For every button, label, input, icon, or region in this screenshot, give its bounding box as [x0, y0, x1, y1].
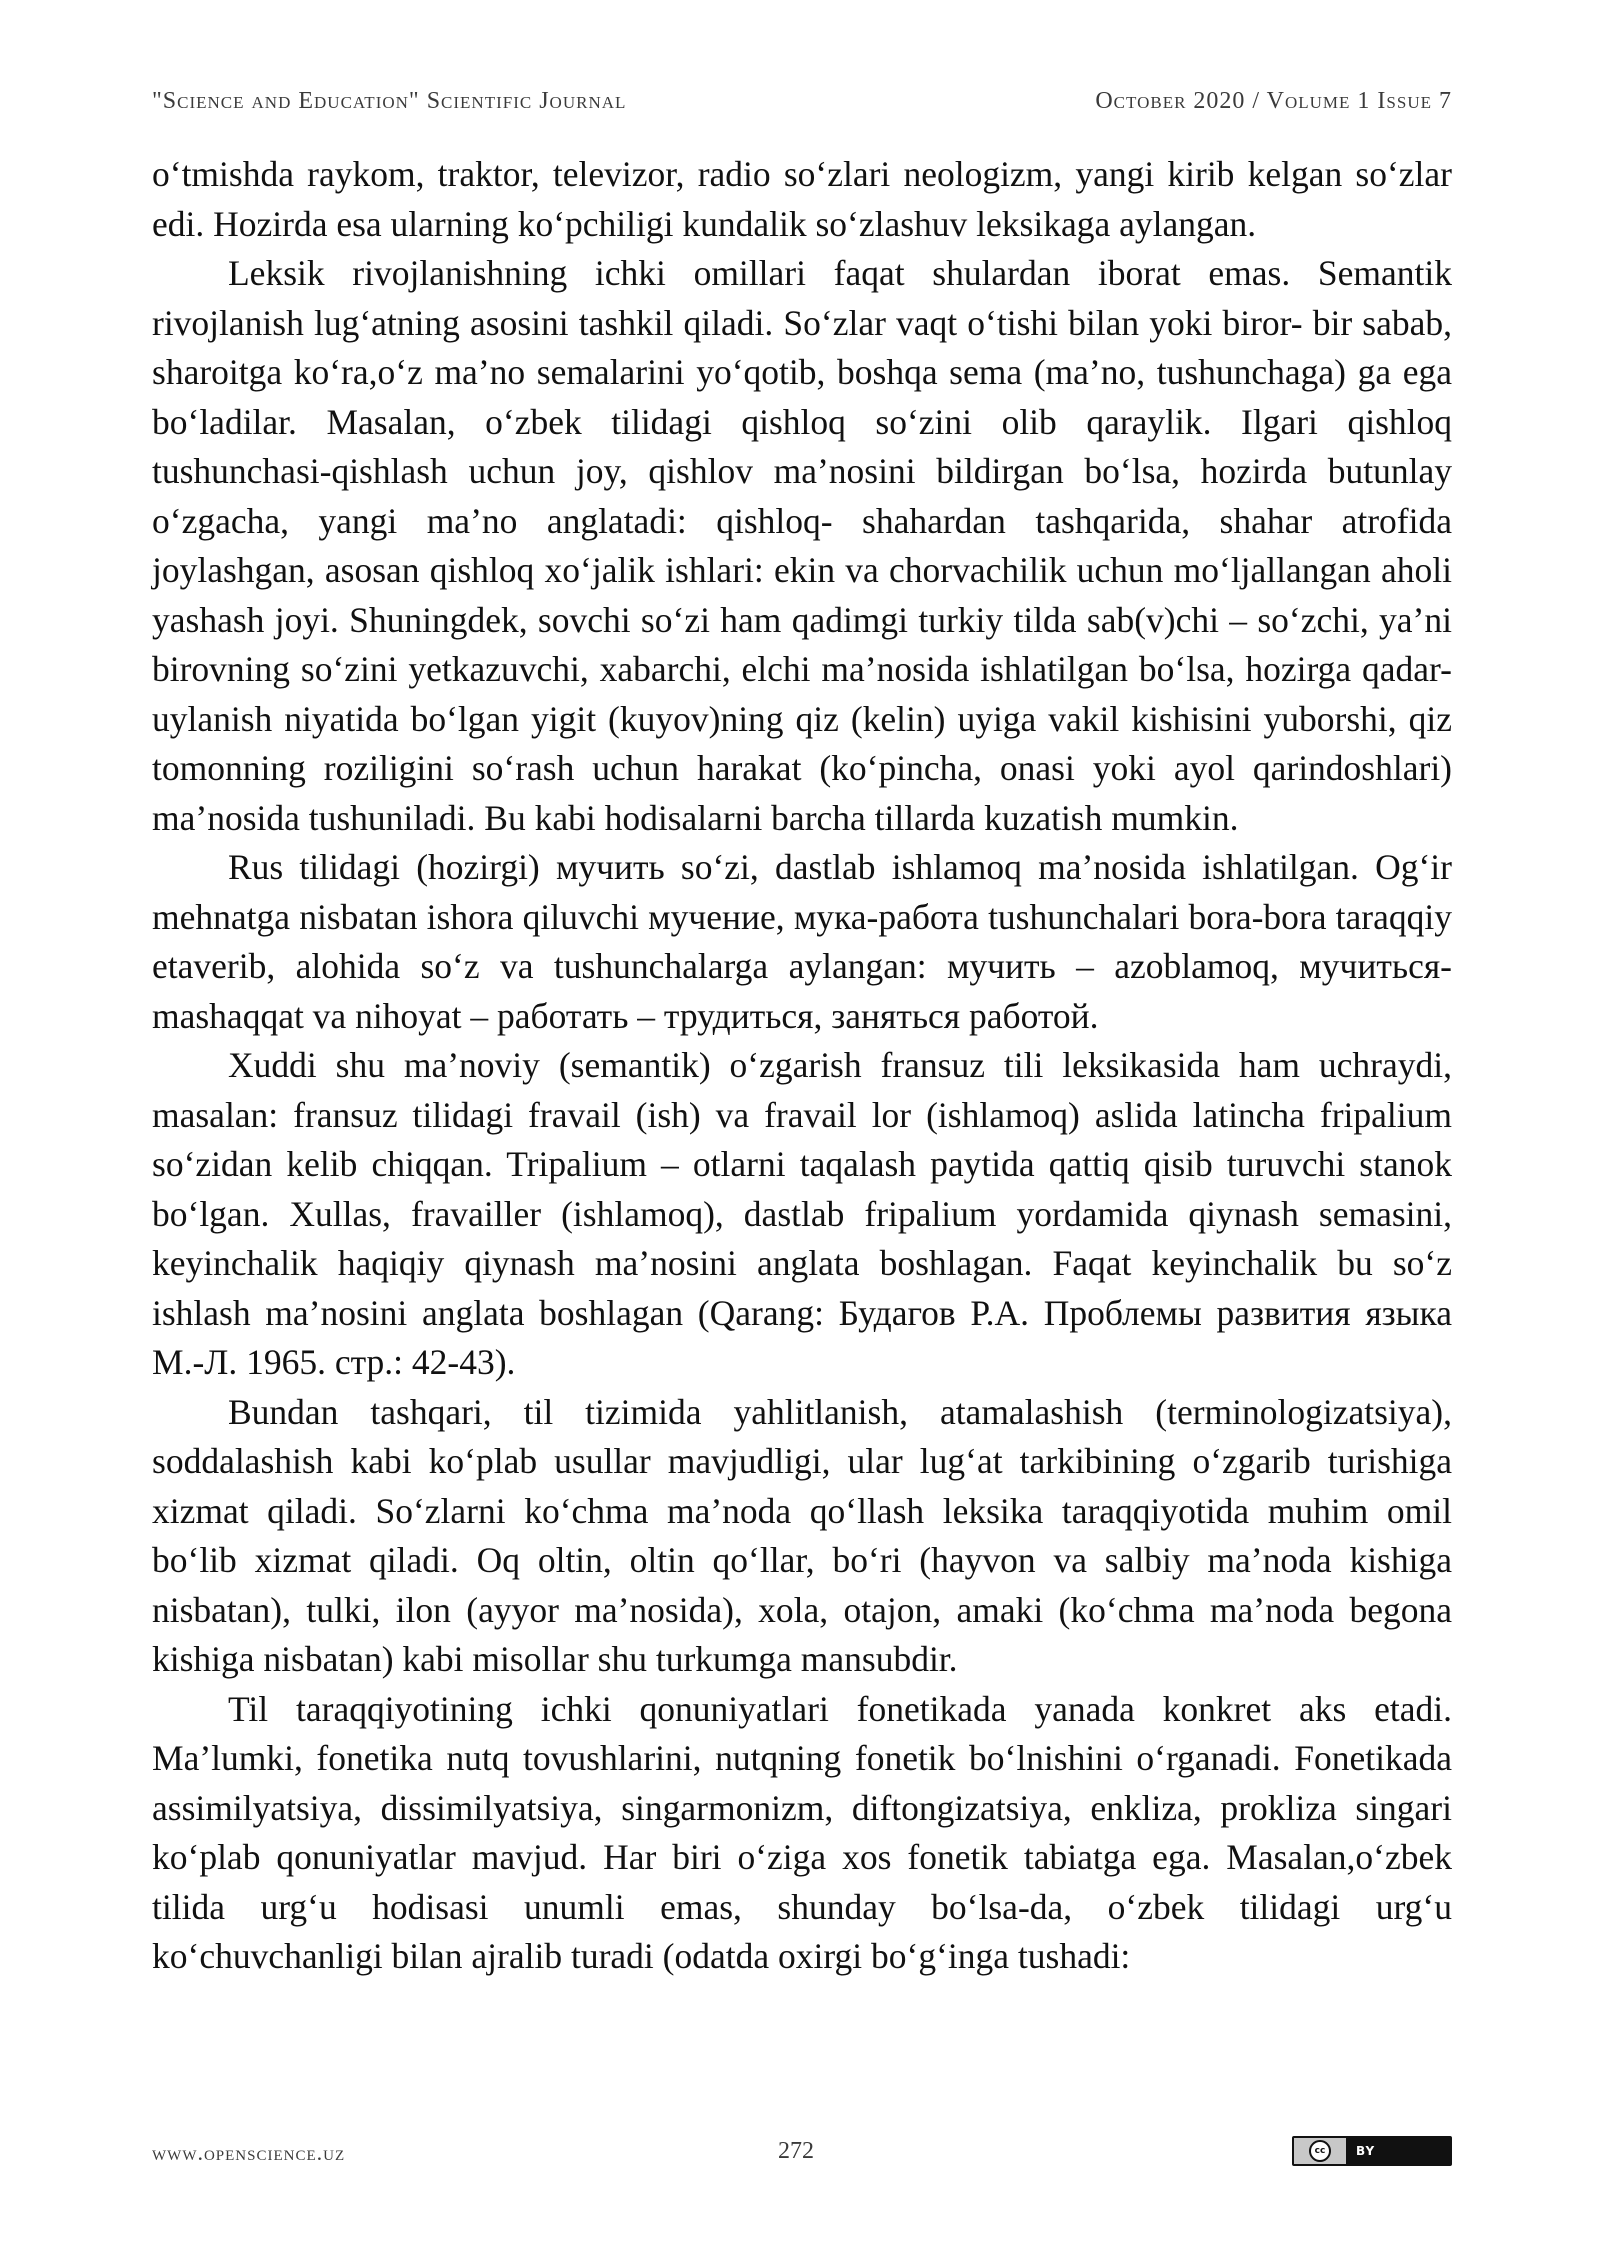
paragraph-3: Rus tilidagi (hozirgi) мучить so‘zi, dastlab ishlamoq ma’nosida ishlatilgan. Og‘ir mehnatga nisbatan ishora qiluvchi мучение, мука-работа tushunchalari bora-bora taraqqiy etaverib, alohida so‘z va tushunchalarga aylangan: мучить – azoblamoq, мучиться- mashaqqat va nihoyat – работать – трудиться, заняться работой. [152, 847, 1452, 1036]
website-link[interactable]: www.openscience.uz [152, 2140, 346, 2165]
paragraph-2: Leksik rivojlanishning ichki omillari faqat shulardan iborat emas. Semantik rivojlanish lug‘atning asosini tashkil qiladi. So‘zlar vaqt o‘tishi bilan yoki biror- bir sabab, sharoitga ko‘ra,o‘z ma’no semalarini yo‘qotib, boshqa sema (ma’no, tushunchaga) ga ega bo‘ladilar. Masalan, o‘zbek tilidagi qishloq so‘zini olib qaraylik. Ilgari qishloq tushunchasi-qishlash uchun joy, qishlov ma’nosini bildirgan bo‘lsa, hozirda butunlay o‘zgacha, yangi ma’no anglatadi: qishloq- shahardan tashqarida, shahar atrofida joylashgan, asosan qishloq xo‘jalik ishlari: ekin va chorvachilik uchun mo‘ljallangan aholi yashash joyi. Shuningdek, sovchi so‘zi ham qadimgi turkiy tilda sab(v)chi – so‘zchi, ya’ni birovning so‘zini yetkazuvchi, xabarchi, elchi ma’nosida ishlatilgan bo‘lsa, hozirga qadar- uylanish niyatida bo‘lgan yigit (kuyov)ning qiz (kelin) uyiga vakil kishisini yuborshi, qiz tomonning roziligini so‘rash uchun harakat (ko‘pincha, onasi yoki ayol qarindoshlari) ma’nosida tushuniladi. Bu kabi hodisalarni barcha tillarda kuzatish mumkin. [152, 253, 1452, 838]
paragraph-1: o‘tmishda raykom, traktor, televizor, radio so‘zlari neologizm, yangi kirib kelgan so‘zlar edi. Hozirda esa ularning ko‘pchiligi kundalik so‘zlashuv leksikaga aylangan. [152, 154, 1452, 244]
license-by-label: BY [1346, 2138, 1450, 2164]
creative-commons-icon: cc [1309, 2140, 1331, 2162]
issue-info: October 2020 / Volume 1 Issue 7 [1095, 88, 1452, 114]
journal-title: "Science and Education" Scientific Journal [152, 88, 627, 114]
cc-logo-area [1294, 2138, 1346, 2164]
paragraph-5: Bundan tashqari, til tizimida yahlitlanish, atamalashish (terminologizatsiya), soddalashish kabi ko‘plab usullar mavjudligi, ular lug‘at tarkibining o‘zgarib turishiga xizmat qiladi. So‘zlarni ko‘chma ma’noda qo‘llash leksika taraqqiyotida muhim omil bo‘lib xizmat qiladi. Oq oltin, oltin qo‘llar, bo‘ri (hayvon va salbiy ma’noda kishiga nisbatan), tulki, ilon (ayyor ma’nosida), xola, otajon, amaki (ko‘chma ma’noda begona kishiga nisbatan) kabi misollar shu turkumga mansubdir. [152, 1391, 1452, 1679]
cc-by-license-badge[interactable] [1292, 2136, 1452, 2166]
page-number: 272 [778, 2138, 814, 2164]
page-footer [152, 2136, 1452, 2172]
paragraph-4: Xuddi shu ma’noviy (semantik) o‘zgarish fransuz tili leksikasida ham uchraydi, masalan: fransuz tilidagi fravail (ish) va fravail lor (ishlamoq) aslida latincha fripalium so‘zidan kelib chiqqan. Tripalium – otlarni taqalash paytida qattiq qisib turuvchi stanok bo‘lgan. Xullas, fravailler (ishlamoq), dastlab fripalium yordamida qiynash semasini, keyinchalik haqiqiy qiynash ma’nosini anglata boshlagan. Faqat keyinchalik bu so‘z ishlash ma’nosini anglata boshlagan (Qarang: Будагов Р.А. Проблемы развития языка М.-Л. 1965. стр.: 42-43). [152, 1045, 1452, 1382]
paragraph-6: Til taraqqiyotining ichki qonuniyatlari fonetikada yanada konkret aks etadi. Ma’lumki, fonetika nutq tovushlarini, nutqning fonetik bo‘lnishini o‘rganadi. Fonetikada assimilyatsiya, dissimilyatsiya, singarmonizm, diftongizatsiya, enkliza, prokliza singari ko‘plab qonuniyatlar mavjud. Har biri o‘ziga xos fonetik tabiatga ega. Masalan,o‘zbek tilida urg‘u hodisasi unumli emas, shunday bo‘lsa-da, o‘zbek tilidagi urg‘u ko‘chuvchanligi bilan ajralib turadi (odatda oxirgi bo‘g‘inga tushadi: [152, 1688, 1452, 1976]
running-header [152, 88, 1452, 115]
article-body [152, 150, 1452, 1982]
